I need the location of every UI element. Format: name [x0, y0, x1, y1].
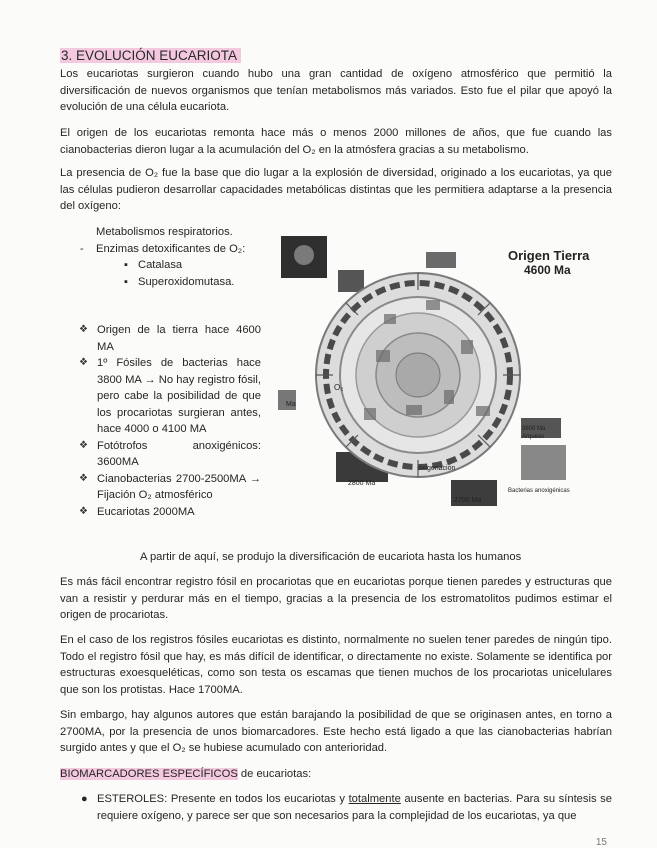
timeline-item: ❖ Eucariotas 2000MA: [79, 505, 195, 518]
figure-label-o2: O₂: [334, 383, 344, 392]
paragraph-4: Es más fácil encontrar registro fósil en procariotas que en eucariotas porque tienen paredes y estructuras que van a resistir y perdurar más en el tiempo, gracias a la presencia de los estromatolitos pudimos estimar el origen de procariotas.: [60, 576, 612, 621]
section-heading: 3. EVOLUCIÓN EUCARIOTA: [60, 48, 241, 63]
timeline-item: ❖ 1º Fósiles de bacterias hace 3800 MA → No hay registro fósil, pero cabe la posibilidad de que los procariotas surgieran antes, hace 4000 o 4100 MA: [79, 357, 261, 435]
list-item: ▪ Catalasa: [124, 259, 183, 271]
timeline-list: [79, 322, 261, 520]
figure-label-arqueas: Arqueas: [522, 434, 545, 440]
biomarker-item: ● ESTEROLES: Presente en todos los eucariotas y totalmente ausente en bacterias. Para su síntesis se requiere oxígeno, y parece ser que son necesarios para la complejidad de los eucariotas, ya que: [81, 793, 612, 822]
figure-label-bacterias: Bacterias anoxigénicas: [508, 488, 570, 494]
paragraph-6: Sin embargo, hay algunos autores que están barajando la posibilidad de que se originasen antes, en torno a 2700MA, por la presencia de unos biomarcadores. Este hecho está ligado a que las cianobacterias habrían surgido antes y que el O₂ se hubiese acumulado con anterioridad.: [60, 709, 612, 754]
timeline-item: ❖ Origen de la tierra hace 4600 MA: [79, 324, 261, 353]
figure-label-2700: 2700 Ma: [454, 497, 482, 504]
evolution-clock-figure: [276, 230, 594, 512]
fossil-thumb-2: [426, 252, 456, 268]
list-item: Metabolismos respiratorios.: [96, 226, 233, 238]
timeline-item: ❖ Cianobacterias 2700-2500MA → Fijación O₂ atmosférico: [79, 472, 261, 501]
evolution-clock-svg: [276, 230, 594, 512]
paragraph-3: La presencia de O₂ fue la base que dio lugar a la explosión de diversidad, originado a los eucariotas, ya que las células pudieron desarrollar capacidades metabólicas distintas que les permitiera adaptarse a la presencia del oxígeno:: [60, 167, 612, 212]
figure-label-oxigenacion: oxigenación: [418, 465, 456, 472]
list-item: ▪ Superoxidomutasa.: [124, 275, 235, 288]
biomarkers-title: BIOMARCADORES ESPECÍFICOS: [60, 768, 238, 780]
fossil-thumb-1: [338, 270, 364, 292]
paragraph-1: Los eucariotas surgieron cuando hubo una gran cantidad de oxígeno atmosférico que permitió la diversificación de nuevos organismos que tenían metabolismos más variados. Esto fue el pilar que apoyó la evolución de una célula eucariota.: [60, 68, 612, 113]
list-item: - Enzimas detoxificantes de O₂:: [80, 242, 246, 255]
timeline-item: ❖ Fotótrofos anoxigénicos: 3600MA: [79, 439, 261, 468]
figure-caption: A partir de aquí, se produjo la diversificación de eucariota hasta los humanos: [140, 551, 522, 563]
paragraph-5: En el caso de los registros fósiles eucariotas es distinto, normalmente no suelen tener paredes de ningún tipo. Todo el registro fósil que hay, es más difícil de identificar, o directamente no existe. Solamente se identifica por estructuras exoesqueléticas, como son testa os escamas que tienen muchos de los procariotas unicelulares que son los protistas. Hace 1700MA.: [60, 634, 612, 696]
biomarkers-title-rest: de eucariotas:: [237, 768, 312, 780]
capacities-list: [80, 224, 266, 290]
paragraph-2: El origen de los eucariotas remonta hace más o menos 2000 millones de años, que fue cuando las cianobacterias dieron lugar a la acumulación del O₂ en la atmósfera gracias a su metabolismo.: [60, 127, 612, 156]
figure-title-1: Origen Tierra: [508, 248, 590, 263]
underlined-word: totalmente: [348, 793, 401, 805]
figure-label-ma: Ma: [286, 401, 296, 408]
fossil-thumb-7: [521, 445, 566, 480]
page-number: 15: [595, 837, 607, 848]
biomarkers-heading: [60, 766, 612, 783]
figure-title-2: 4600 Ma: [524, 263, 571, 277]
figure-label-2800: 2800 Ma: [348, 480, 376, 487]
figure-label-3800: 3800 Ma: [522, 426, 546, 432]
biomarker-label: ESTEROLES:: [97, 793, 168, 805]
